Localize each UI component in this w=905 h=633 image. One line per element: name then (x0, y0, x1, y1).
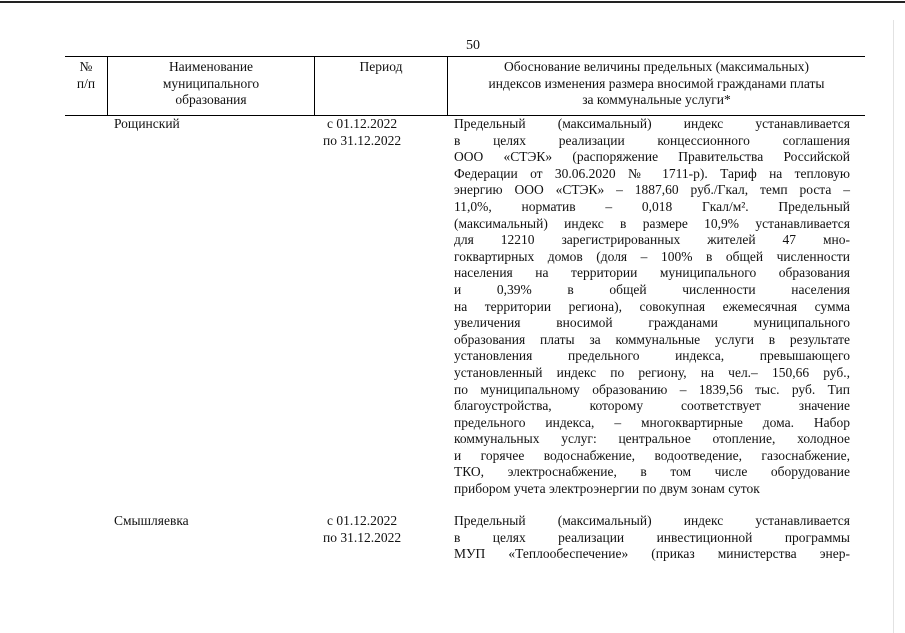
basis-line: для 12210 зарегистрированных жителей 47 мно- (454, 232, 850, 248)
basis-line: образования платы за коммунальные услуги в результате (454, 331, 850, 347)
basis-line: Предельный (максимальный) индекс устанавливается (454, 116, 850, 131)
basis-line: энергию ООО «СТЭК» – 1887,60 руб./Гкал, темп роста – (454, 182, 850, 198)
row-1-period-to: по 31.12.2022 (323, 132, 402, 148)
scan-top-rule (0, 1, 905, 3)
basis-line: установленный индекс по региону, на чел.– 150,66 руб., (454, 364, 850, 380)
basis-line: ООО «СТЭК» (распоряжение Правительства Российской (454, 149, 850, 165)
table-header (65, 56, 865, 116)
basis-line: и 0,39% в общей численности населения (454, 281, 850, 297)
row-1-name: Рощинский (114, 116, 180, 131)
header-basis: Обоснование величины предельных (максимальных) индексов изменения размера вносимой гражданами платы за коммунальные услуги* (488, 59, 825, 107)
basis-line: по муниципальному образованию – 1839,56 тыс. руб. Тип (454, 381, 850, 397)
row-2-name: Смышляевка (114, 513, 189, 528)
basis-line: на территории региона), совокупная ежемесячная сумма (454, 298, 850, 314)
basis-line: установления предельного индекса, превышающего (454, 348, 850, 364)
header-name: Наименование муниципального образования (162, 59, 260, 107)
header-period: Период (359, 59, 403, 74)
row-2-period-from: с 01.12.2022 (327, 513, 398, 528)
basis-line: населения на территории муниципального образования (454, 265, 850, 281)
basis-line: ТКО, электроснабжение, в том числе оборудование (454, 464, 850, 480)
row-1-period-from: с 01.12.2022 (327, 116, 398, 131)
basis-line: коммунальных услуг: центральное отопление, холодное (454, 431, 850, 447)
basis-line: и горячее водоснабжение, водоотведение, газоснабжение, (454, 447, 850, 463)
row-1-basis (454, 116, 850, 498)
basis-line: прибором учета электроэнергии по двум зонам суток (454, 481, 760, 497)
basis-line: гоквартирных домов (доля – 100% в общей численности (454, 248, 850, 264)
header-num: № п/п (76, 59, 96, 91)
basis-line: Федерации от 30.06.2020 № 1711-р). Тариф на тепловую (454, 165, 850, 181)
row-2-basis (454, 513, 850, 563)
page-number: 50 (466, 38, 480, 53)
basis-line: Предельный (максимальный) индекс устанавливается (454, 513, 850, 528)
basis-line: 11,0%, норматив – 0,018 Гкал/м². Предельный (454, 198, 850, 214)
basis-line: предельного индекса, – многоквартирные дома. Набор (454, 414, 850, 430)
scan-right-edge (893, 20, 894, 633)
row-2-period-to: по 31.12.2022 (323, 529, 402, 545)
basis-line: увеличения вносимой гражданами муниципального (454, 315, 850, 331)
basis-line: МУП «Теплообеспечение» (приказ министерства энер- (454, 546, 850, 562)
basis-line: (максимальный) индекс в размере 10,9% устанавливается (454, 215, 850, 231)
basis-line: в целях реализации инвестиционной программы (454, 529, 850, 545)
basis-line: благоустройства, которому соответствует значение (454, 398, 850, 414)
basis-line: в целях реализации концессионного соглашения (454, 132, 850, 148)
